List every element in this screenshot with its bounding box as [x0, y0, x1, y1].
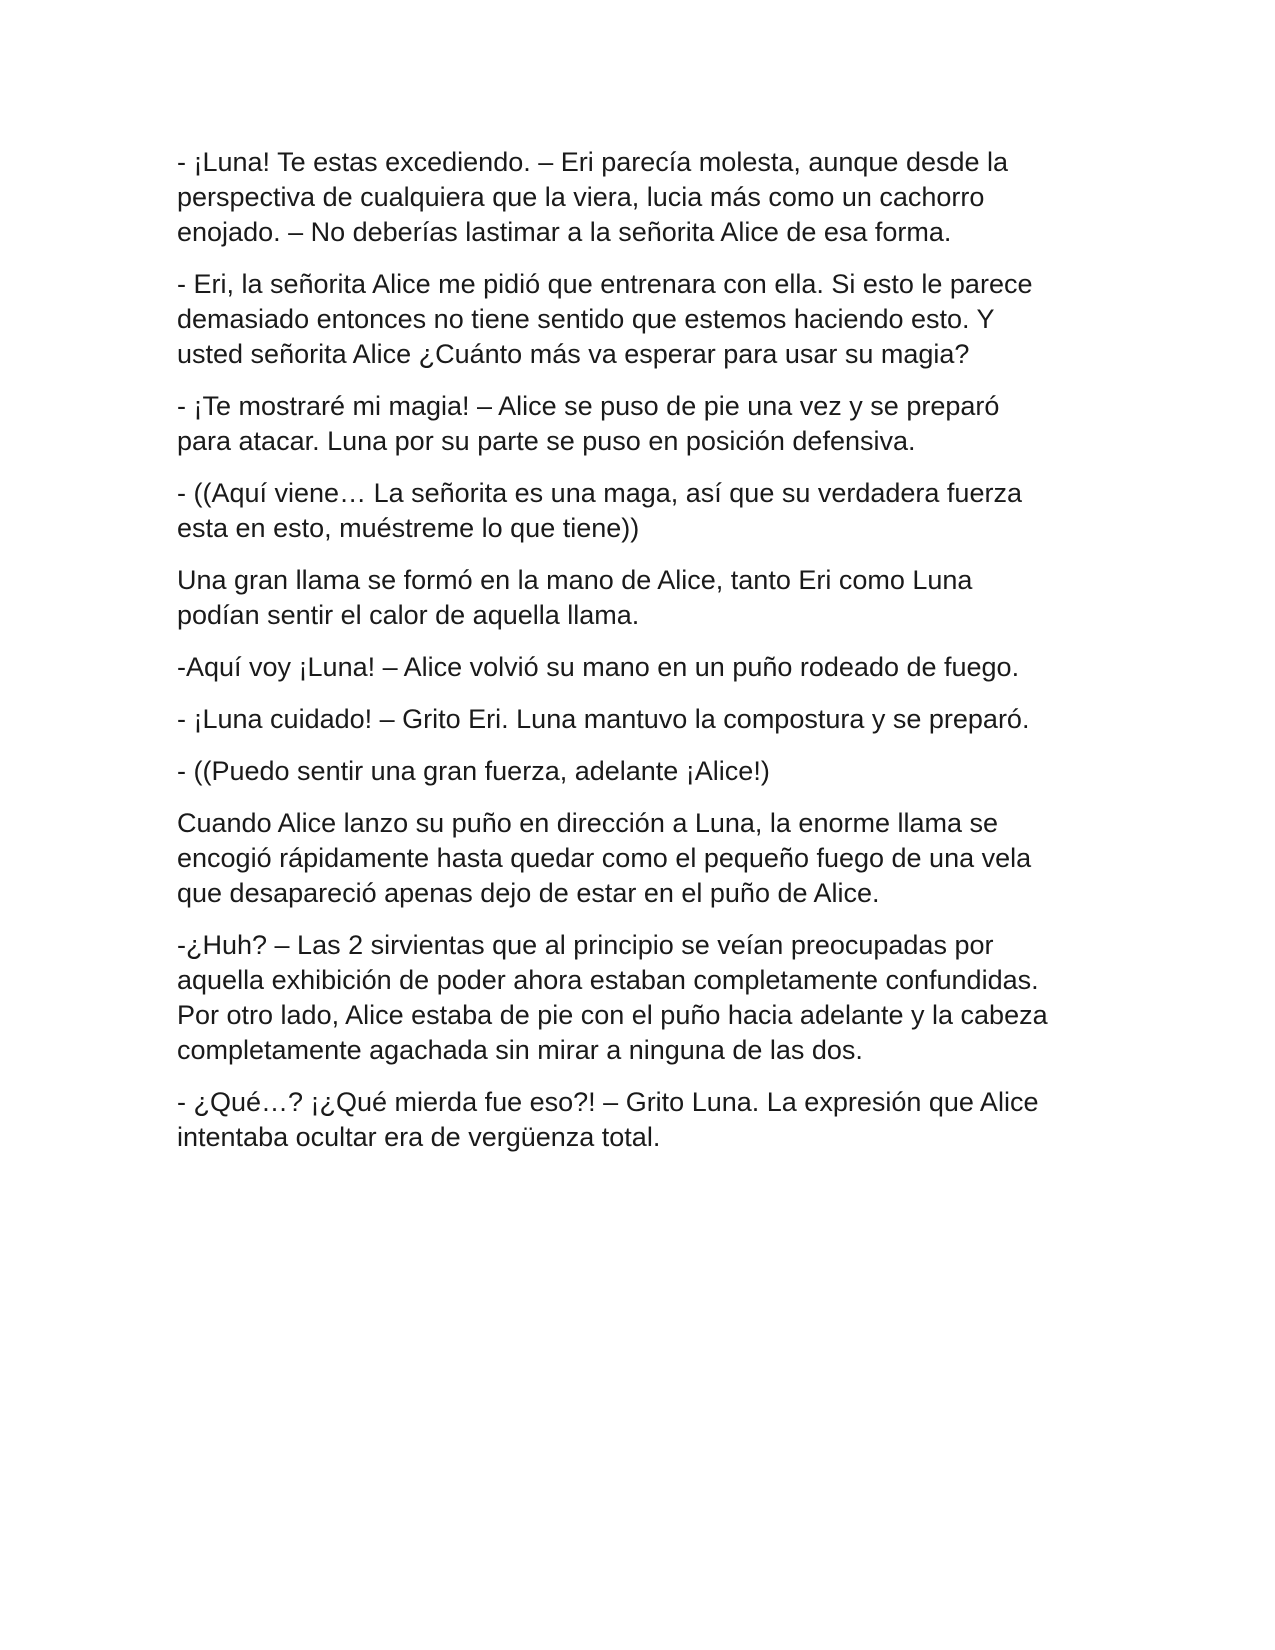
- document-body: [177, 145, 1097, 1172]
- paragraph-5: Una gran llama se formó en la mano de Alice, tanto Eri como Luna podían sentir el calor de aquella llama.: [177, 565, 973, 630]
- paragraph-10: -¿Huh? – Las 2 sirvientas que al principio se veían preocupadas por aquella exhibición de poder ahora estaban completamente confundidas. Por otro lado, Alice estaba de pie con el puño hacia adelante y la cabeza completamente agachada sin mirar a ninguna de las dos.: [177, 930, 1048, 1065]
- paragraph-7: - ¡Luna cuidado! – Grito Eri. Luna mantuvo la compostura y se preparó.: [177, 704, 1030, 734]
- paragraph-2: - Eri, la señorita Alice me pidió que entrenara con ella. Si esto le parece demasiado entonces no tiene sentido que estemos haciendo esto. Y usted señorita Alice ¿Cuánto más va esperar para usar su magia?: [177, 269, 1033, 369]
- paragraph-1: - ¡Luna! Te estas excediendo. – Eri parecía molesta, aunque desde la perspectiva de cualquiera que la viera, lucia más como un cachorro enojado. – No deberías lastimar a la señorita Alice de esa forma.: [177, 147, 1009, 247]
- paragraph-4: - ((Aquí viene… La señorita es una maga, así que su verdadera fuerza esta en esto, muéstreme lo que tiene)): [177, 478, 1022, 543]
- paragraph-6: -Aquí voy ¡Luna! – Alice volvió su mano en un puño rodeado de fuego.: [177, 652, 1020, 682]
- paragraph-3: - ¡Te mostraré mi magia! – Alice se puso de pie una vez y se preparó para atacar. Luna por su parte se puso en posición defensiva.: [177, 391, 1000, 456]
- paragraph-9: Cuando Alice lanzo su puño en dirección a Luna, la enorme llama se encogió rápidamente hasta quedar como el pequeño fuego de una vela que desapareció apenas dejo de estar en el puño de Alice.: [177, 808, 1032, 908]
- paragraph-8: - ((Puedo sentir una gran fuerza, adelante ¡Alice!): [177, 756, 770, 786]
- paragraph-11: - ¿Qué…? ¡¿Qué mierda fue eso?! – Grito Luna. La expresión que Alice intentaba ocultar era de vergüenza total.: [177, 1087, 1039, 1152]
